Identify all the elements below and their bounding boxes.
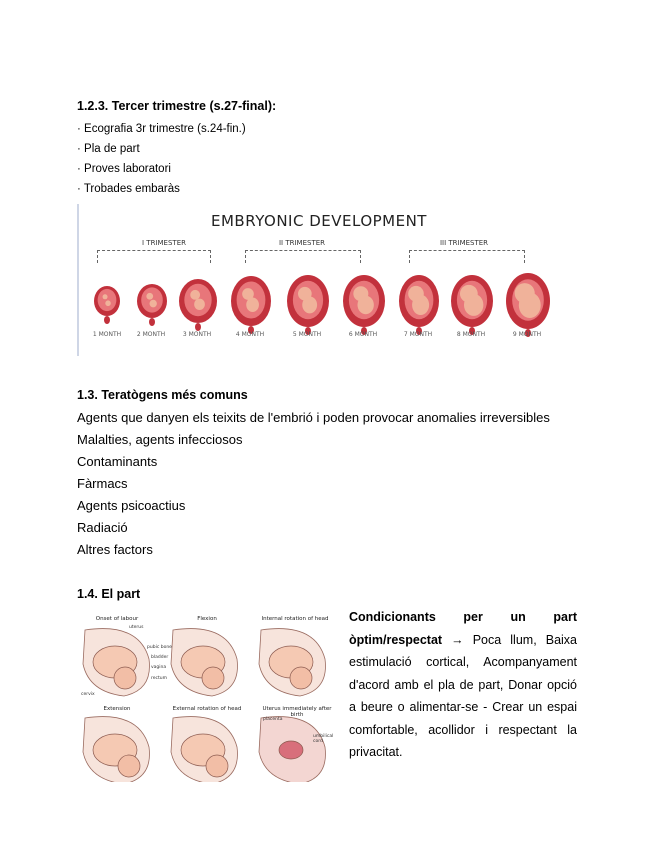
embryonic-development-figure — [77, 204, 559, 356]
anatomy-label: uterus — [129, 625, 144, 630]
list-item: Malalties, agents infecciosos — [77, 432, 243, 447]
section-heading-1-4: 1.4. El part — [77, 587, 141, 601]
anatomy-label: rectum — [151, 676, 167, 681]
month-label: 5 MONTH — [292, 331, 322, 338]
month-label: 6 MONTH — [348, 331, 378, 338]
birth-panel-2 — [171, 629, 237, 696]
month-label: 1 MONTH — [92, 331, 122, 338]
list-item: Radiació — [77, 520, 128, 535]
birth-panel-3 — [259, 629, 325, 696]
anatomy-label: pubic bone — [147, 645, 172, 650]
panel-title: Uterus immediately after birth — [262, 706, 332, 718]
birth-conditions-paragraph — [349, 606, 577, 764]
month-label: 9 MONTH — [512, 331, 542, 338]
embryo-month-5 — [287, 275, 329, 335]
anatomy-label: bladder — [151, 655, 169, 660]
figure-title: EMBRYONIC DEVELOPMENT — [211, 212, 427, 230]
month-label: 4 MONTH — [235, 331, 265, 338]
panel-title: Internal rotation of head — [261, 616, 329, 622]
month-label: 7 MONTH — [403, 331, 433, 338]
list-item: · Proves laboratori — [77, 163, 171, 175]
anatomy-label: vagina — [151, 665, 167, 670]
embryo-month-6 — [343, 275, 385, 335]
embryo-month-8 — [451, 275, 493, 335]
birth-panel-5 — [171, 717, 237, 782]
list-item: · Pla de part — [77, 143, 140, 155]
trimester-label: II TRIMESTER — [278, 239, 326, 247]
embryo-month-7 — [399, 275, 439, 335]
birth-panel-1 — [83, 629, 149, 696]
anatomy-label: placenta — [263, 717, 283, 722]
list-item: · Ecografia 3r trimestre (s.24-fin.) — [77, 123, 246, 135]
month-label: 8 MONTH — [456, 331, 486, 338]
month-label: 3 MONTH — [182, 331, 212, 338]
section-heading-1-3: 1.3. Teratògens més comuns — [77, 388, 248, 402]
anatomy-label: umbilical cord — [313, 734, 334, 744]
embryo-month-9 — [506, 273, 550, 337]
embryo-month-4 — [231, 276, 271, 334]
section-heading-1-2-3: 1.2.3. Tercer trimestre (s.27-final): — [77, 99, 277, 113]
birth-panel-4 — [83, 717, 149, 782]
list-item: Agents que danyen els teixits de l'embrió i poden provocar anomalies irreversibles — [77, 410, 550, 425]
list-item: Fàrmacs — [77, 476, 128, 491]
trimester-label: I TRIMESTER — [142, 239, 186, 247]
panel-title: External rotation of head — [172, 706, 242, 712]
birth-illustrations — [77, 612, 339, 782]
embryo-month-1 — [94, 286, 120, 324]
paragraph-bold-lead: Condicionants per un part òptim/respectat — [349, 610, 577, 647]
embryo-month-2 — [137, 284, 167, 326]
list-item: Altres factors — [77, 542, 153, 557]
panel-title: Extension — [103, 706, 131, 712]
panel-title: Flexion — [197, 616, 217, 622]
embryo-month-3 — [179, 279, 217, 331]
paragraph-text: → Poca llum, Baixa estimulació cortical, Acompanyament d'acord amb el pla de part, Donar opció a beure o alimentar-se - Crear un espai comfortable, acollidor i respectant la privacitat. — [349, 632, 577, 759]
panel-title: Onset of labour — [95, 616, 139, 622]
list-item: Agents psicoactius — [77, 498, 186, 513]
list-item: · Trobades embaràs — [77, 183, 180, 195]
birth-panel-6 — [259, 717, 325, 782]
list-item: Contaminants — [77, 454, 158, 469]
anatomy-label: cervix — [81, 692, 95, 697]
trimester-label: III TRIMESTER — [439, 239, 489, 247]
birth-stages-figure — [77, 612, 339, 782]
month-label: 2 MONTH — [136, 331, 166, 338]
